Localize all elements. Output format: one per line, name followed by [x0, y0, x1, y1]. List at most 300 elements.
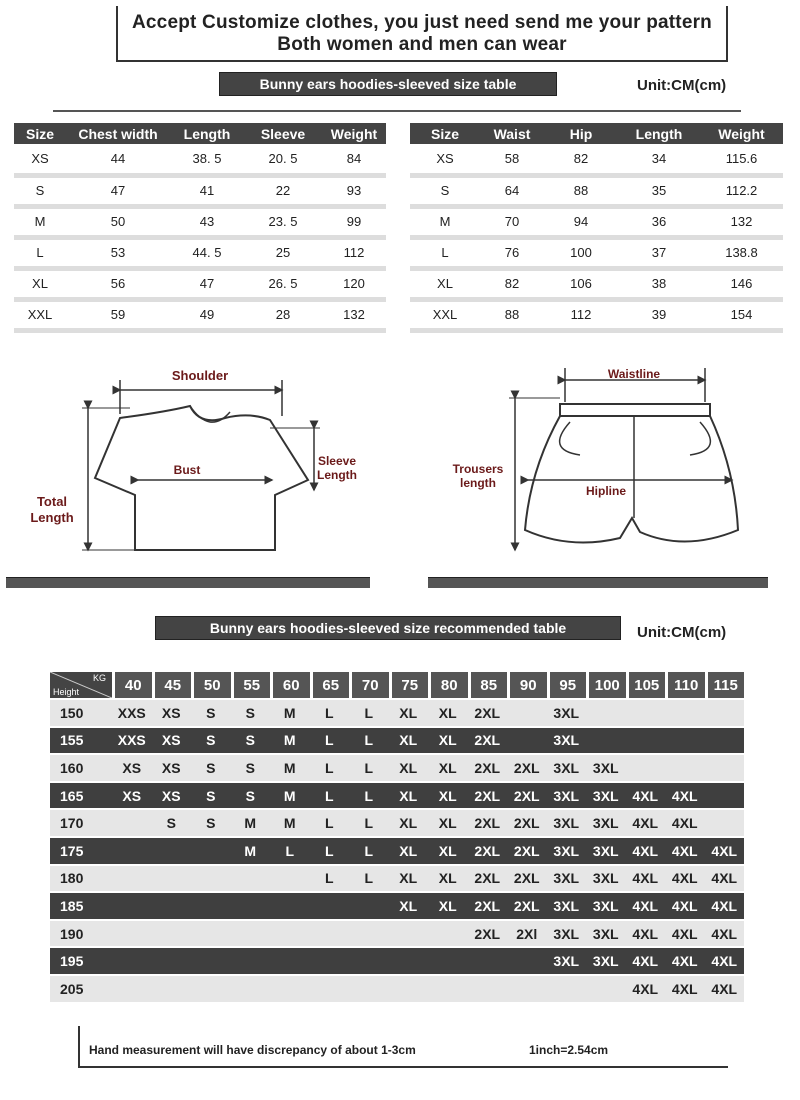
size-recommendation-cell: S [152, 808, 192, 836]
size-recommendation-cell [191, 919, 231, 947]
size-recommendation-cell: L [349, 726, 389, 754]
size-recommendation-cell: XL [389, 781, 429, 809]
size-recommendation-cell: S [231, 698, 271, 726]
size-recommendation-cell: L [310, 781, 350, 809]
size-recommendation-cell: 3XL [547, 946, 587, 974]
size-recommendation-cell [507, 974, 547, 1002]
size-recommendation-cell [586, 698, 626, 726]
size-recommendation-cell: 3XL [547, 864, 587, 892]
measure-cell: 154 [700, 299, 783, 330]
table-row [14, 144, 386, 175]
size-recommendation-cell: XL [428, 753, 468, 781]
column-header: Waist [480, 123, 544, 144]
size-recommendation-cell: L [349, 808, 389, 836]
kg-header: 40 [112, 672, 152, 698]
column-header: Length [618, 123, 700, 144]
size-recommendation-cell [349, 974, 389, 1002]
size-cell: M [14, 206, 66, 237]
size-recommendation-cell: 2XL [468, 808, 508, 836]
table-row [50, 864, 744, 892]
measure-cell: 25 [244, 237, 322, 268]
measure-cell: 22 [244, 175, 322, 206]
size-recommendation-cell: 4XL [705, 974, 745, 1002]
size-recommendation-cell: S [191, 753, 231, 781]
size-recommendation-cell [231, 919, 271, 947]
size-recommendation-cell: M [270, 698, 310, 726]
size-recommendation-cell: XL [389, 808, 429, 836]
measure-cell: 44. 5 [170, 237, 244, 268]
size-recommendation-cell: XL [389, 836, 429, 864]
size-recommendation-cell: M [270, 781, 310, 809]
height-cell: 170 [50, 808, 112, 836]
measure-cell: 53 [66, 237, 170, 268]
measure-cell: 132 [322, 299, 386, 330]
size-recommendation-cell: 4XL [626, 891, 666, 919]
measure-cell: 38 [618, 268, 700, 299]
size-recommendation-cell [705, 781, 745, 809]
measure-cell: 70 [480, 206, 544, 237]
size-recommendation-cell: 3XL [547, 891, 587, 919]
size-recommendation-cell: 2XL [507, 808, 547, 836]
size-recommendation-cell: 3XL [586, 781, 626, 809]
measure-cell: 138.8 [700, 237, 783, 268]
size-recommendation-cell: 3XL [586, 808, 626, 836]
size-recommendation-cell: 4XL [665, 808, 705, 836]
size-recommendation-cell: 3XL [547, 919, 587, 947]
size-recommendation-cell [112, 946, 152, 974]
measure-cell: 94 [544, 206, 618, 237]
measure-cell: 39 [618, 299, 700, 330]
size-cell: XS [410, 144, 480, 175]
total-length-label: Total Length [30, 494, 74, 525]
table-row [50, 808, 744, 836]
kg-header: 55 [231, 672, 271, 698]
table-row [50, 698, 744, 726]
footer-box [78, 1026, 728, 1068]
size-recommendation-cell: 2XL [507, 864, 547, 892]
size-recommendation-cell: L [349, 753, 389, 781]
kg-header: 95 [547, 672, 587, 698]
size-recommendation-cell [626, 726, 666, 754]
column-header: Size [410, 123, 480, 144]
size-cell: L [14, 237, 66, 268]
diagram-base-bar-left [6, 577, 370, 588]
size-recommendation-cell: 4XL [665, 836, 705, 864]
size-recommendation-cell [507, 698, 547, 726]
size-recommendation-cell [705, 698, 745, 726]
measure-cell: 47 [66, 175, 170, 206]
size-recommendation-cell: 2XL [507, 836, 547, 864]
column-header: Sleeve [244, 123, 322, 144]
size-recommendation-cell: 4XL [626, 974, 666, 1002]
shoulder-label: Shoulder [171, 368, 229, 383]
table-row [50, 891, 744, 919]
size-recommendation-cell [152, 891, 192, 919]
height-cell: 185 [50, 891, 112, 919]
size-recommendation-cell [191, 891, 231, 919]
size-recommendation-cell [310, 919, 350, 947]
measure-cell: 106 [544, 268, 618, 299]
height-cell: 155 [50, 726, 112, 754]
size-recommendation-cell: XS [112, 753, 152, 781]
measure-cell: 41 [170, 175, 244, 206]
table-row [410, 268, 783, 299]
measure-cell: 146 [700, 268, 783, 299]
size-recommendation-cell: 3XL [547, 836, 587, 864]
height-cell: 165 [50, 781, 112, 809]
recommend-size-table [50, 672, 744, 1002]
size-cell: M [410, 206, 480, 237]
table-row [50, 919, 744, 947]
kg-header: 80 [428, 672, 468, 698]
table-row [50, 781, 744, 809]
size-recommendation-cell: L [310, 726, 350, 754]
size-recommendation-cell [270, 864, 310, 892]
measure-cell: 100 [544, 237, 618, 268]
size-recommendation-cell: 4XL [705, 891, 745, 919]
size-recommendation-cell [389, 919, 429, 947]
size-recommendation-cell [270, 946, 310, 974]
size-recommendation-cell: L [310, 698, 350, 726]
diagram-base-bar-right [428, 577, 768, 588]
size-recommendation-cell [389, 974, 429, 1002]
size-recommendation-cell: L [270, 836, 310, 864]
size-recommendation-cell [191, 864, 231, 892]
size-recommendation-cell: M [270, 808, 310, 836]
measure-cell: 112 [544, 299, 618, 330]
size-table-unit: Unit:CM(cm) [637, 77, 727, 94]
size-cell: L [410, 237, 480, 268]
size-recommendation-cell: 2Xl [507, 919, 547, 947]
height-cell: 180 [50, 864, 112, 892]
column-header: Chest width [66, 123, 170, 144]
size-recommendation-cell [191, 974, 231, 1002]
size-recommendation-cell: XXS [112, 726, 152, 754]
size-recommendation-cell [507, 726, 547, 754]
size-recommendation-cell: 4XL [665, 946, 705, 974]
column-header: Weight [700, 123, 783, 144]
size-recommendation-cell: S [191, 781, 231, 809]
size-table-banner: Bunny ears hoodies-sleeved size table [219, 72, 557, 96]
table-row [50, 753, 744, 781]
waistline-label: Waistline [607, 367, 661, 381]
size-recommendation-cell [191, 836, 231, 864]
size-recommendation-cell: 3XL [547, 698, 587, 726]
size-recommendation-cell [112, 836, 152, 864]
size-recommendation-cell: 2XL [468, 753, 508, 781]
size-recommendation-cell [152, 864, 192, 892]
size-recommendation-cell: 2XL [507, 781, 547, 809]
size-recommendation-cell: 4XL [665, 974, 705, 1002]
size-recommendation-cell: M [270, 726, 310, 754]
size-recommendation-cell: XXS [112, 698, 152, 726]
size-recommendation-cell: S [231, 753, 271, 781]
measure-cell: 23. 5 [244, 206, 322, 237]
size-recommendation-cell: XL [428, 891, 468, 919]
size-recommendation-cell [705, 753, 745, 781]
size-recommendation-cell: 3XL [547, 726, 587, 754]
size-recommendation-cell: 4XL [626, 781, 666, 809]
kg-header: 85 [468, 672, 508, 698]
size-recommendation-cell [152, 919, 192, 947]
size-recommendation-cell: L [349, 864, 389, 892]
discrepancy-note: Hand measurement will have discrepancy of about 1-3cm [89, 1043, 416, 1057]
measure-cell: 59 [66, 299, 170, 330]
measure-cell: 44 [66, 144, 170, 175]
size-recommendation-cell: S [191, 726, 231, 754]
measure-cell: 43 [170, 206, 244, 237]
size-recommendation-cell: 3XL [586, 753, 626, 781]
size-recommendation-cell [428, 974, 468, 1002]
table-row [14, 237, 386, 268]
measure-cell: 64 [480, 175, 544, 206]
measure-cell: 76 [480, 237, 544, 268]
size-recommendation-cell: L [310, 864, 350, 892]
size-recommendation-cell: 3XL [586, 919, 626, 947]
table-row [410, 237, 783, 268]
pants-diagram [420, 360, 780, 560]
trousers-length-label: Trousers length [452, 462, 504, 490]
header-line-2: Both women and men can wear [277, 34, 567, 55]
size-recommendation-cell: 2XL [468, 919, 508, 947]
column-header: Size [14, 123, 66, 144]
size-recommendation-cell [310, 974, 350, 1002]
size-recommendation-cell: 4XL [665, 864, 705, 892]
size-recommendation-cell: L [310, 808, 350, 836]
size-recommendation-cell [231, 946, 271, 974]
size-recommendation-cell [191, 946, 231, 974]
size-recommendation-cell: L [310, 836, 350, 864]
kg-header: 50 [191, 672, 231, 698]
measure-cell: 47 [170, 268, 244, 299]
size-recommendation-cell [152, 836, 192, 864]
size-cell: S [14, 175, 66, 206]
column-header: Hip [544, 123, 618, 144]
measure-cell: 58 [480, 144, 544, 175]
size-recommendation-cell [349, 946, 389, 974]
measure-cell: 132 [700, 206, 783, 237]
measure-cell: 120 [322, 268, 386, 299]
size-recommendation-cell: XL [428, 726, 468, 754]
measure-cell: 35 [618, 175, 700, 206]
height-cell: 175 [50, 836, 112, 864]
size-recommendation-cell: 4XL [705, 836, 745, 864]
size-recommendation-cell: XL [428, 781, 468, 809]
size-recommendation-cell: 4XL [705, 946, 745, 974]
size-recommendation-cell [152, 946, 192, 974]
size-recommendation-cell: 2XL [468, 864, 508, 892]
kg-header: 70 [349, 672, 389, 698]
hipline-label: Hipline [585, 484, 626, 498]
size-recommendation-cell [586, 974, 626, 1002]
height-cell: 190 [50, 919, 112, 947]
size-recommendation-cell: 4XL [665, 919, 705, 947]
size-recommendation-cell: 4XL [626, 919, 666, 947]
size-recommendation-cell [112, 919, 152, 947]
measure-cell: 26. 5 [244, 268, 322, 299]
size-recommendation-cell [231, 864, 271, 892]
measure-cell: 50 [66, 206, 170, 237]
size-recommendation-cell: 2XL [468, 781, 508, 809]
measure-cell: 84 [322, 144, 386, 175]
table-row [410, 299, 783, 330]
size-recommendation-cell [626, 698, 666, 726]
recommend-table-unit: Unit:CM(cm) [637, 624, 727, 641]
table-row [50, 974, 744, 1002]
size-recommendation-cell: 2XL [507, 891, 547, 919]
size-recommendation-cell: 4XL [626, 836, 666, 864]
size-recommendation-cell [152, 974, 192, 1002]
size-recommendation-cell: M [270, 753, 310, 781]
table-row [14, 268, 386, 299]
size-recommendation-cell: 3XL [586, 891, 626, 919]
measure-cell: 112 [322, 237, 386, 268]
size-recommendation-cell: XS [152, 726, 192, 754]
size-recommendation-cell [349, 919, 389, 947]
size-recommendation-cell: M [231, 836, 271, 864]
size-recommendation-cell: 4XL [705, 919, 745, 947]
table-row [50, 836, 744, 864]
size-recommendation-cell: S [191, 698, 231, 726]
pants-size-table [410, 123, 783, 333]
size-recommendation-cell [665, 753, 705, 781]
size-recommendation-cell: 2XL [468, 726, 508, 754]
table-row [14, 206, 386, 237]
size-recommendation-cell: XL [389, 753, 429, 781]
size-recommendation-cell [507, 946, 547, 974]
size-recommendation-cell: XL [389, 891, 429, 919]
size-recommendation-cell: XS [152, 781, 192, 809]
size-recommendation-cell [626, 753, 666, 781]
size-cell: XXL [410, 299, 480, 330]
measure-cell: 34 [618, 144, 700, 175]
size-recommendation-cell [270, 974, 310, 1002]
size-recommendation-cell [231, 891, 271, 919]
size-recommendation-cell: XS [112, 781, 152, 809]
size-recommendation-cell: 2XL [468, 698, 508, 726]
size-recommendation-cell: 3XL [586, 836, 626, 864]
size-recommendation-cell: 4XL [626, 808, 666, 836]
size-recommendation-cell: XS [152, 753, 192, 781]
size-recommendation-cell: XL [389, 698, 429, 726]
height-cell: 160 [50, 753, 112, 781]
kg-header: 60 [270, 672, 310, 698]
measure-cell: 112.2 [700, 175, 783, 206]
table-row [14, 175, 386, 206]
measure-cell: 56 [66, 268, 170, 299]
measure-cell: 36 [618, 206, 700, 237]
height-axis-label: Height [53, 687, 80, 697]
size-recommendation-cell [389, 946, 429, 974]
size-recommendation-cell: XL [428, 836, 468, 864]
inch-conversion: 1inch=2.54cm [529, 1043, 609, 1057]
bust-label: Bust [173, 463, 201, 477]
size-recommendation-cell: L [349, 781, 389, 809]
recommend-table-banner: Bunny ears hoodies-sleeved size recommended table [155, 616, 621, 640]
size-recommendation-cell [112, 808, 152, 836]
size-recommendation-cell [547, 974, 587, 1002]
height-cell: 150 [50, 698, 112, 726]
size-recommendation-cell [428, 946, 468, 974]
kg-header: 90 [507, 672, 547, 698]
size-recommendation-cell: 2XL [468, 836, 508, 864]
header-line-1: Accept Customize clothes, you just need send me your pattern [131, 12, 712, 33]
size-recommendation-cell [468, 946, 508, 974]
size-recommendation-cell: S [231, 726, 271, 754]
section-divider [53, 110, 741, 112]
top-size-table [14, 123, 386, 333]
size-recommendation-cell: XS [152, 698, 192, 726]
size-recommendation-cell: 3XL [586, 946, 626, 974]
size-recommendation-cell [705, 726, 745, 754]
height-cell: 205 [50, 974, 112, 1002]
size-recommendation-cell [349, 891, 389, 919]
sleeve-length-label: Sleeve Length [317, 454, 357, 482]
size-recommendation-cell [112, 864, 152, 892]
size-recommendation-cell: L [349, 698, 389, 726]
measure-cell: 82 [544, 144, 618, 175]
size-recommendation-cell: M [231, 808, 271, 836]
measure-cell: 37 [618, 237, 700, 268]
kg-header: 100 [586, 672, 626, 698]
measure-cell: 88 [544, 175, 618, 206]
size-recommendation-cell [705, 808, 745, 836]
measure-cell: 28 [244, 299, 322, 330]
size-recommendation-cell [112, 891, 152, 919]
size-cell: XL [410, 268, 480, 299]
size-cell: XXL [14, 299, 66, 330]
measure-cell: 38. 5 [170, 144, 244, 175]
table-row [410, 175, 783, 206]
size-recommendation-cell: S [231, 781, 271, 809]
size-recommendation-cell: XL [428, 864, 468, 892]
table-row [50, 726, 744, 754]
size-recommendation-cell [468, 974, 508, 1002]
measure-cell: 49 [170, 299, 244, 330]
size-recommendation-cell: 4XL [626, 864, 666, 892]
size-recommendation-cell [665, 726, 705, 754]
measure-cell: 20. 5 [244, 144, 322, 175]
size-recommendation-cell [310, 946, 350, 974]
size-recommendation-cell: XL [428, 698, 468, 726]
size-recommendation-cell [310, 891, 350, 919]
size-cell: XL [14, 268, 66, 299]
size-cell: XS [14, 144, 66, 175]
size-recommendation-cell [270, 891, 310, 919]
kg-header: 105 [626, 672, 666, 698]
kg-header: 65 [310, 672, 350, 698]
measure-cell: 88 [480, 299, 544, 330]
corner-cell [50, 672, 112, 698]
size-recommendation-cell [112, 974, 152, 1002]
kg-header: 75 [389, 672, 429, 698]
size-recommendation-cell: 4XL [626, 946, 666, 974]
size-recommendation-cell: 3XL [547, 781, 587, 809]
kg-header: 45 [152, 672, 192, 698]
size-recommendation-cell: 3XL [547, 753, 587, 781]
table-row [50, 946, 744, 974]
size-recommendation-cell [665, 698, 705, 726]
size-recommendation-cell: L [310, 753, 350, 781]
column-header: Weight [322, 123, 386, 144]
size-recommendation-cell: XL [389, 864, 429, 892]
measure-cell: 93 [322, 175, 386, 206]
size-recommendation-cell: 2XL [468, 891, 508, 919]
column-header: Length [170, 123, 244, 144]
measure-cell: 99 [322, 206, 386, 237]
size-recommendation-cell [428, 919, 468, 947]
height-cell: 195 [50, 946, 112, 974]
